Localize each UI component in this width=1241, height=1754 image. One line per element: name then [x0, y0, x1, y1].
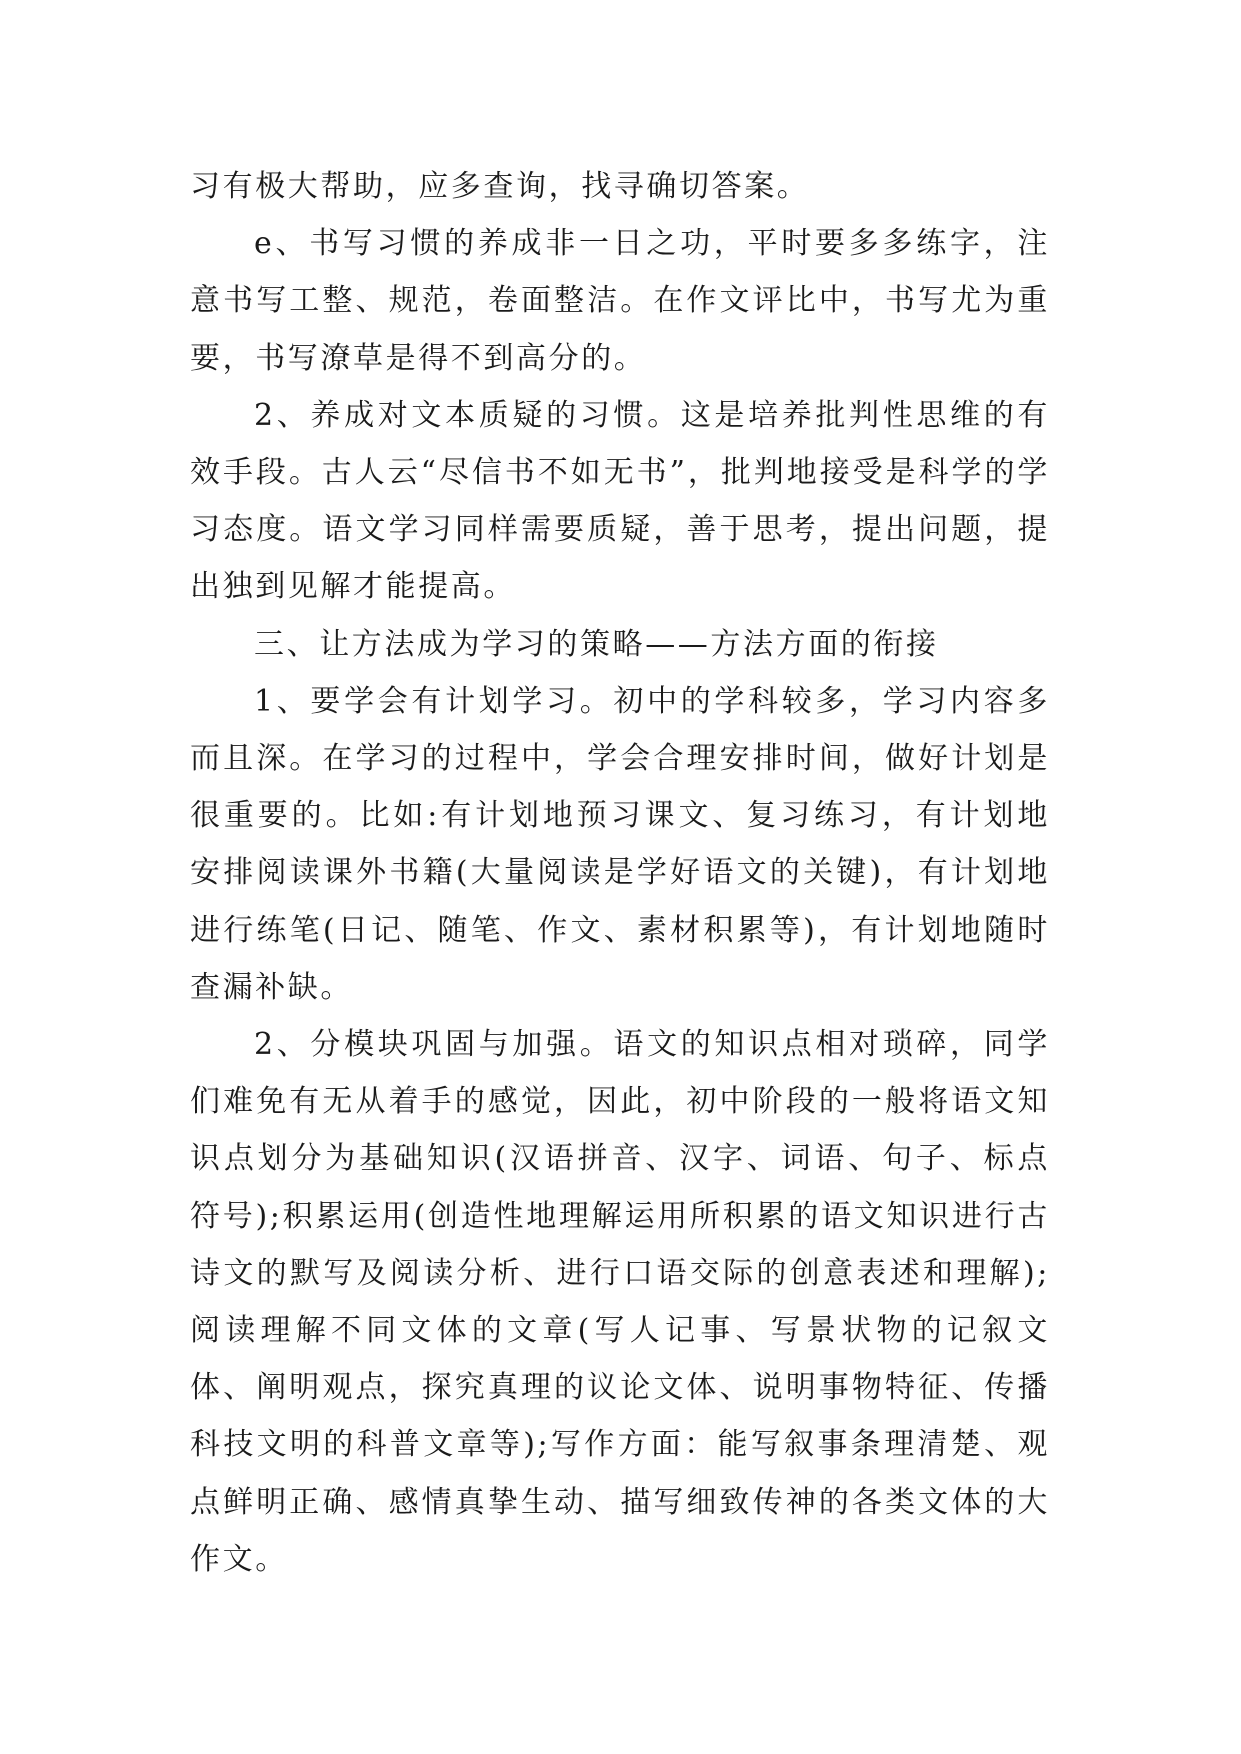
paragraph-planned-study: 1、要学会有计划学习。初中的学科较多，学习内容多而且深。在学习的过程中，学会合理安排时间，做好计划是很重要的。比如:有计划地预习课文、复习练习，有计划地安排阅读课外书籍(大量阅读是学好语文的关键)，有计划地进行练笔(日记、随笔、作文、素材积累等)，有计划地随时查漏补缺。 [190, 683, 1050, 1005]
document-body [190, 158, 1050, 1588]
paragraph-handwriting-habit: e、书写习惯的养成非一日之功，平时要多多练字，注意书写工整、规范，卷面整洁。在作文评比中，书写尤为重要，书写潦草是得不到高分的。 [190, 226, 1050, 376]
paragraph-module-review: 2、分模块巩固与加强。语文的知识点相对琐碎，同学们难免有无从着手的感觉，因此，初中阶段的一般将语文知识点划分为基础知识(汉语拼音、汉字、词语、句子、标点符号);积累运用(创造性地理解运用所积累的语文知识进行古诗文的默写及阅读分析、进行口语交际的创意表述和理解);阅读理解不同文体的文章(写人记事、写景状物的记叙文体、阐明观点，探究真理的议论文体、说明事物特征、传播科技文明的科普文章等);写作方面：能写叙事条理清楚、观点鲜明正确、感情真挚生动、描写细致传神的各类文体的大作文。 [190, 1027, 1050, 1577]
section-heading-methods: 三、让方法成为学习的策略——方法方面的衔接 [254, 626, 939, 662]
paragraph-continuation: 习有极大帮助，应多查询，找寻确切答案。 [190, 169, 810, 204]
paragraph-questioning-habit: 2、养成对文本质疑的习惯。这是培养批判性思维的有效手段。古人云“尽信书不如无书”，批判地接受是科学的学习态度。语文学习同样需要质疑，善于思考，提出问题，提出独到见解才能提高。 [190, 397, 1050, 605]
